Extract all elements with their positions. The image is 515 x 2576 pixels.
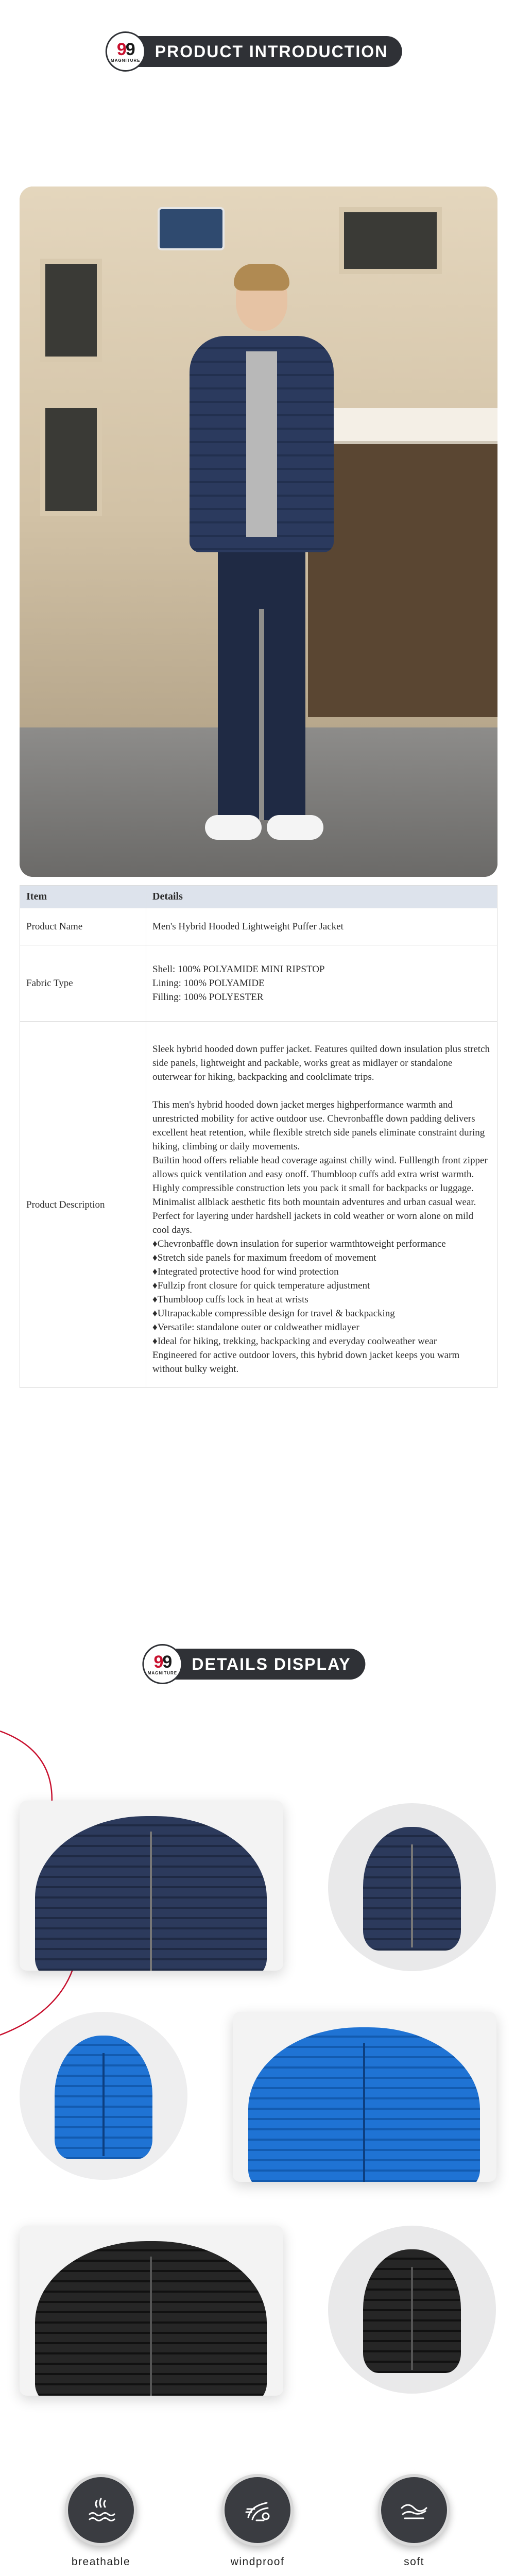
intro-title: PRODUCT INTRODUCTION xyxy=(154,42,388,61)
table-row xyxy=(20,945,497,1022)
street-sign xyxy=(158,207,225,250)
row-label: Fabric Type xyxy=(20,945,146,1022)
intro-header xyxy=(0,0,515,103)
feature-windproof xyxy=(206,2474,309,2569)
table-header-row xyxy=(20,886,497,908)
feature-breathable xyxy=(49,2474,152,2569)
windproof-icon xyxy=(221,2474,294,2546)
brand-logo-text: MAGNITURE xyxy=(147,1670,178,1675)
row-label: Product Name xyxy=(20,908,146,945)
detail-image-navy-full xyxy=(328,1803,496,1971)
detail-image-black-closeup xyxy=(20,2226,283,2396)
breathable-icon xyxy=(65,2474,137,2546)
row-label: Product Description xyxy=(20,1022,146,1388)
model-photo xyxy=(20,187,497,877)
details-title: DETAILS DISPLAY xyxy=(192,1654,351,1673)
table-header-details: Details xyxy=(146,886,497,908)
details-header xyxy=(0,1613,515,1716)
brand-logo-text: MAGNITURE xyxy=(111,58,141,63)
table-header-item: Item xyxy=(20,886,146,908)
soft-icon xyxy=(378,2474,450,2546)
feature-label: windproof xyxy=(230,2556,285,2568)
feature-soft xyxy=(363,2474,466,2569)
detail-image-blue-full xyxy=(20,2012,187,2180)
intro-title-pill xyxy=(113,36,402,67)
fabric-value: Shell: 100% POLYAMIDE MINI RIPSTOP Lining: 100% POLYAMIDE Filling: 100% POLYESTER xyxy=(146,945,497,1022)
table-row xyxy=(20,908,497,945)
brand-logo: 99 MAGNITURE xyxy=(142,1644,182,1684)
model-figure xyxy=(169,248,354,856)
brand-logo: 99 MAGNITURE xyxy=(106,31,146,72)
detail-image-navy-closeup xyxy=(20,1801,283,1971)
details-title-pill xyxy=(149,1649,365,1680)
detail-image-blue-closeup xyxy=(233,2012,496,2182)
detail-image-black-full xyxy=(328,2226,496,2394)
spec-table xyxy=(20,885,497,1388)
feature-label: soft xyxy=(404,2556,424,2568)
product-description-value: Sleek hybrid hooded down puffer jacket. Features quilted down insulation plus stretch side panels, lightweight and packable, works great as midlayer or standalone outerwear for hiking, backpacking and coolclimate trips. This men's hybrid hooded down jacket merges highperformance warmth and unrestricted mobility for active outdoor use. Chevronbaffle down padding delivers excellent heat retention, while flexible stretch side panels eliminate constraint during hiking, climbing or daily movements. Builtin hood offers reliable head coverage against chilly wind. Fulllength front zipper allows quick ventilation and easy onoff. Thumbloop cuffs add extra wrist warmth. Highly compressible construction lets you pack it small for backpacks or luggage. Minimalist allblack aesthetic fits both mountain adventures and urban casual wear. Perfect for layering under hardshell jackets in cold weather or worn alone on mild cool days. ♦Chevronbaffle down insulation for superior warmthtoweight performance ♦Stretch side panels for maximum freedom of movement ♦Integrated protective hood for wind protection ♦Fullzip front closure for quick temperature adjustment ♦Thumbloop cuffs lock in heat at wrists ♦Ultrapackable compressible design for travel & backpacking ♦Versatile: standalone outer or coldweather midlayer ♦Ideal for hiking, trekking, backpacking and everyday coolweather wear Engineered for active outdoor lovers, this hybrid down jacket keeps you warm without bulky weight. xyxy=(146,1022,497,1388)
product-name-value: Men's Hybrid Hooded Lightweight Puffer Jacket xyxy=(146,908,497,945)
feature-label: breathable xyxy=(71,2556,131,2568)
table-row xyxy=(20,1022,497,1388)
